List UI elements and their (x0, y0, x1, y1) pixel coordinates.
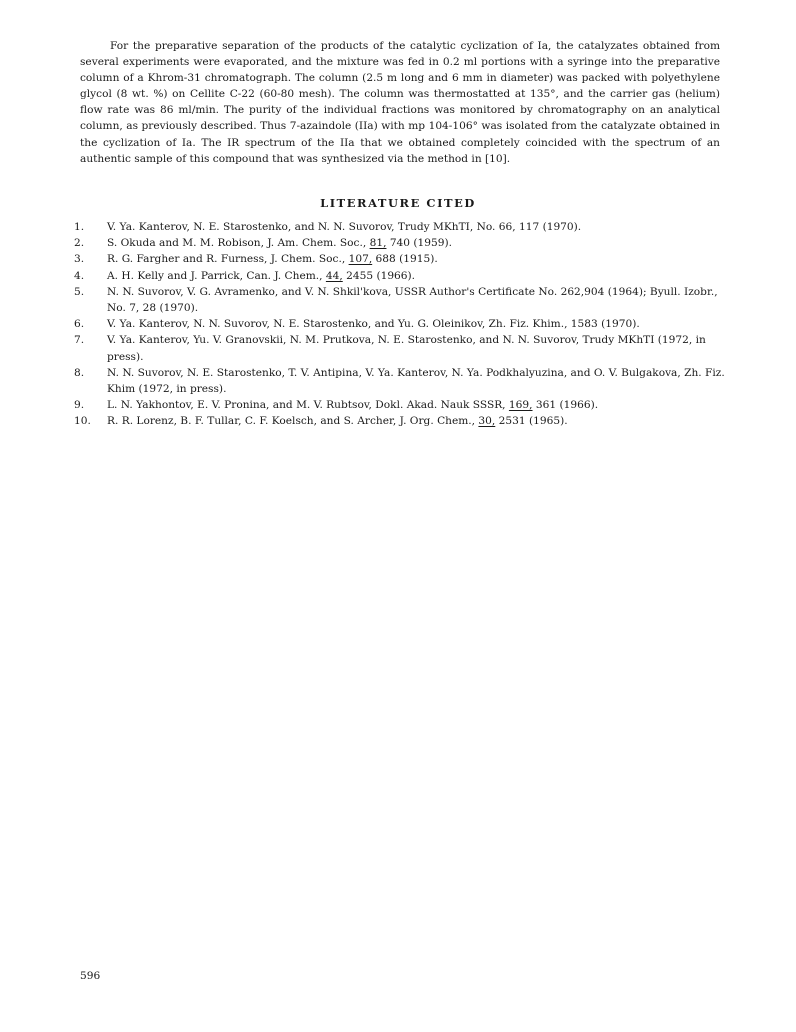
volume-number: 81, (369, 237, 387, 250)
volume-number: 107, (348, 253, 373, 266)
reference-item (74, 397, 734, 413)
reference-item (74, 219, 734, 235)
reference-list (74, 219, 734, 430)
reference-item (74, 365, 734, 397)
reference-number: 4. (74, 269, 85, 282)
reference-number: 6. (74, 318, 85, 331)
reference-number: 2. (74, 237, 85, 250)
reference-number: 10. (74, 415, 91, 428)
reference-number: 8. (74, 366, 85, 379)
reference-number: 9. (74, 399, 85, 412)
reference-text: N. N. Suvorov, N. E. Starostenko, T. V. Antipina, V. Ya. Kanterov, N. Ya. Podkhalyuzina, and O. V. Bulgakova, Zh. Fiz. Khim (1972, in press). (107, 366, 725, 396)
reference-text: R. G. Fargher and R. Furness, J. Chem. Soc., 107, 688 (1915). (107, 253, 438, 266)
reference-item (74, 268, 734, 284)
reference-text: S. Okuda and M. M. Robison, J. Am. Chem. Soc., 81, 740 (1959). (107, 237, 453, 250)
literature-cited-heading: LITERATURE CITED (320, 196, 476, 210)
reference-text: L. N. Yakhontov, E. V. Pronina, and M. V. Rubtsov, Dokl. Akad. Nauk SSSR, 169, 361 (1966). (107, 399, 599, 412)
reference-text: A. H. Kelly and J. Parrick, Can. J. Chem., 44, 2455 (1966). (107, 269, 416, 282)
reference-text: R. R. Lorenz, B. F. Tullar, C. F. Koelsch, and S. Archer, J. Org. Chem., 30, 2531 (1965). (107, 415, 568, 428)
reference-number: 1. (74, 221, 85, 233)
reference-number: 3. (74, 253, 85, 266)
reference-item (74, 413, 734, 429)
reference-item (74, 284, 734, 316)
reference-number: 5. (74, 285, 85, 298)
volume-number: 30, (478, 415, 496, 428)
reference-item (74, 251, 734, 267)
body-paragraph: For the preparative separation of the products of the catalytic cyclization of Ia, the catalyzates obtained from several experiments were evaporated, and the mixture was fed in 0.2 ml portions with a syringe into the preparative column of a Khrom-31 chromatograph. The column (2.5 m long and 6 mm in diameter) was packed with polyethylene glycol (8 wt. %) on Cellite C-22 (60-80 mesh). The column was thermostatted at 135°, and the carrier gas (helium) flow rate was 86 ml/min. The purity of the individual fractions was monitored by chromatography on an analytical column, as previously described. Thus 7-azaindole (IIa) with mp 104-106° was isolated from the catalyzate obtained in the cyclization of Ia. The IR spectrum of the IIa that we obtained completely coincided with the spectrum of an authentic sample of this compound that was synthesized via the method in [10]. (80, 40, 720, 165)
reference-item (74, 316, 734, 332)
reference-number: 7. (74, 334, 85, 347)
reference-text: N. N. Suvorov, V. G. Avramenko, and V. N. Shkil'kova, USSR Author's Certificate No. 262,904 (1964); Byull. Izobr., No. 7, 28 (1970). (107, 285, 718, 315)
reference-item (74, 332, 734, 364)
reference-text: V. Ya. Kanterov, Yu. V. Granovskii, N. M. Prutkova, N. E. Starostenko, and N. N. Suvorov, Trudy MKhTI (1972, in press). (107, 334, 706, 363)
reference-item (74, 235, 734, 251)
volume-number: 44, (325, 269, 343, 282)
reference-text: V. Ya. Kanterov, N. E. Starostenko, and N. N. Suvorov, Trudy MKhTI, No. 66, 117 (1970). (107, 221, 582, 233)
reference-text: V. Ya. Kanterov, N. N. Suvorov, N. E. Starostenko, and Yu. G. Oleinikov, Zh. Fiz. Khim., 1583 (1970). (107, 318, 640, 331)
page-number: 596 (80, 970, 101, 982)
volume-number: 169, (508, 399, 533, 412)
